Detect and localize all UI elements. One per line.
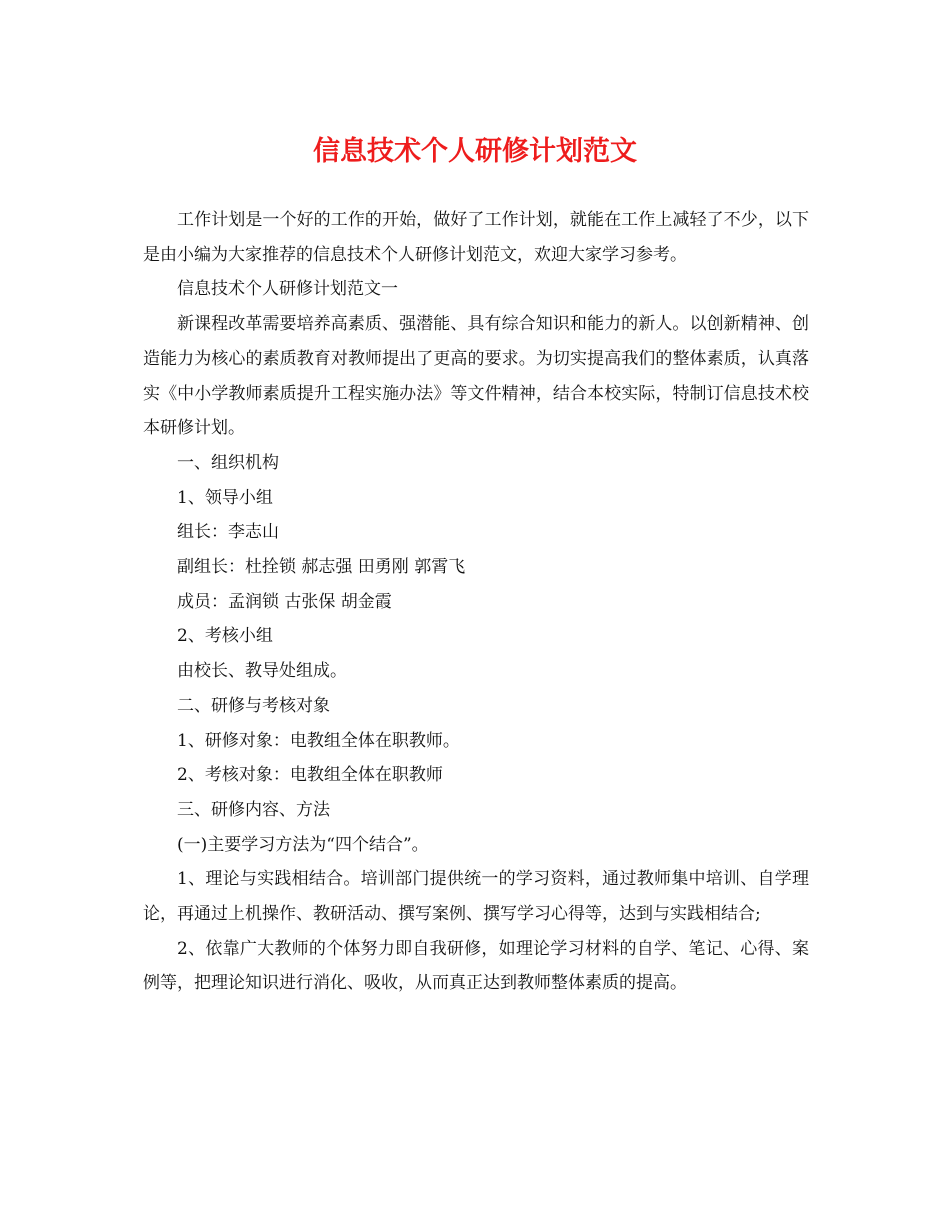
section-heading-sample-one: 信息技术个人研修计划范文一 bbox=[177, 279, 398, 300]
line-members: 成员：孟润锁 古张保 胡金霞 bbox=[177, 591, 392, 612]
line-deputy-leaders: 副组长：杜拴锁 郝志强 田勇刚 郭霄飞 bbox=[177, 557, 466, 578]
document-title: 信息技术个人研修计划范文 bbox=[313, 136, 637, 167]
paragraph-background: 新课程改革需要培养高素质、强潜能、具有综合知识和能力的新人。以创新精神、创造能力为核心的素质教育对教师提出了更高的要求。为切实提高我们的整体素质，认真落实《中小学教师素质提升工程实施办法》等文件精神，结合本校实际，特制订信息技术校本研修计划。 bbox=[143, 314, 809, 439]
section-heading-targets: 二、研修与考核对象 bbox=[177, 695, 330, 716]
line-assessment-composition: 由校长、教导处组成。 bbox=[177, 661, 347, 682]
paragraph-intro: 工作计划是一个好的工作的开始，做好了工作计划，就能在工作上减轻了不少，以下是由小编为大家推荐的信息技术个人研修计划范文，欢迎大家学习参考。 bbox=[143, 210, 809, 265]
subheading-assessment-group: 2、考核小组 bbox=[177, 626, 273, 647]
section-heading-content-methods: 三、研修内容、方法 bbox=[177, 799, 330, 820]
line-assessment-targets: 2、考核对象：电教组全体在职教师 bbox=[177, 765, 443, 786]
paragraph-self-study: 2、依靠广大教师的个体努力即自我研修，如理论学习材料的自学、笔记、心得、案例等，把理论知识进行消化、吸收，从而真正达到教师整体素质的提高。 bbox=[143, 938, 809, 994]
paragraph-theory-practice: 1、理论与实践相结合。培训部门提供统一的学习资料，通过教师集中培训、自学理论，再通过上机操作、教研活动、撰写案例、撰写学习心得等，达到与实践相结合; bbox=[143, 869, 809, 925]
line-group-leader: 组长：李志山 bbox=[177, 522, 279, 543]
subheading-leadership-group: 1、领导小组 bbox=[177, 487, 273, 508]
subheading-four-combinations: (一)主要学习方法为“四个结合”。 bbox=[177, 834, 429, 855]
document-body bbox=[143, 203, 809, 1001]
line-study-targets: 1、研修对象：电教组全体在职教师。 bbox=[177, 730, 460, 751]
section-heading-organization: 一、组织机构 bbox=[177, 452, 279, 473]
